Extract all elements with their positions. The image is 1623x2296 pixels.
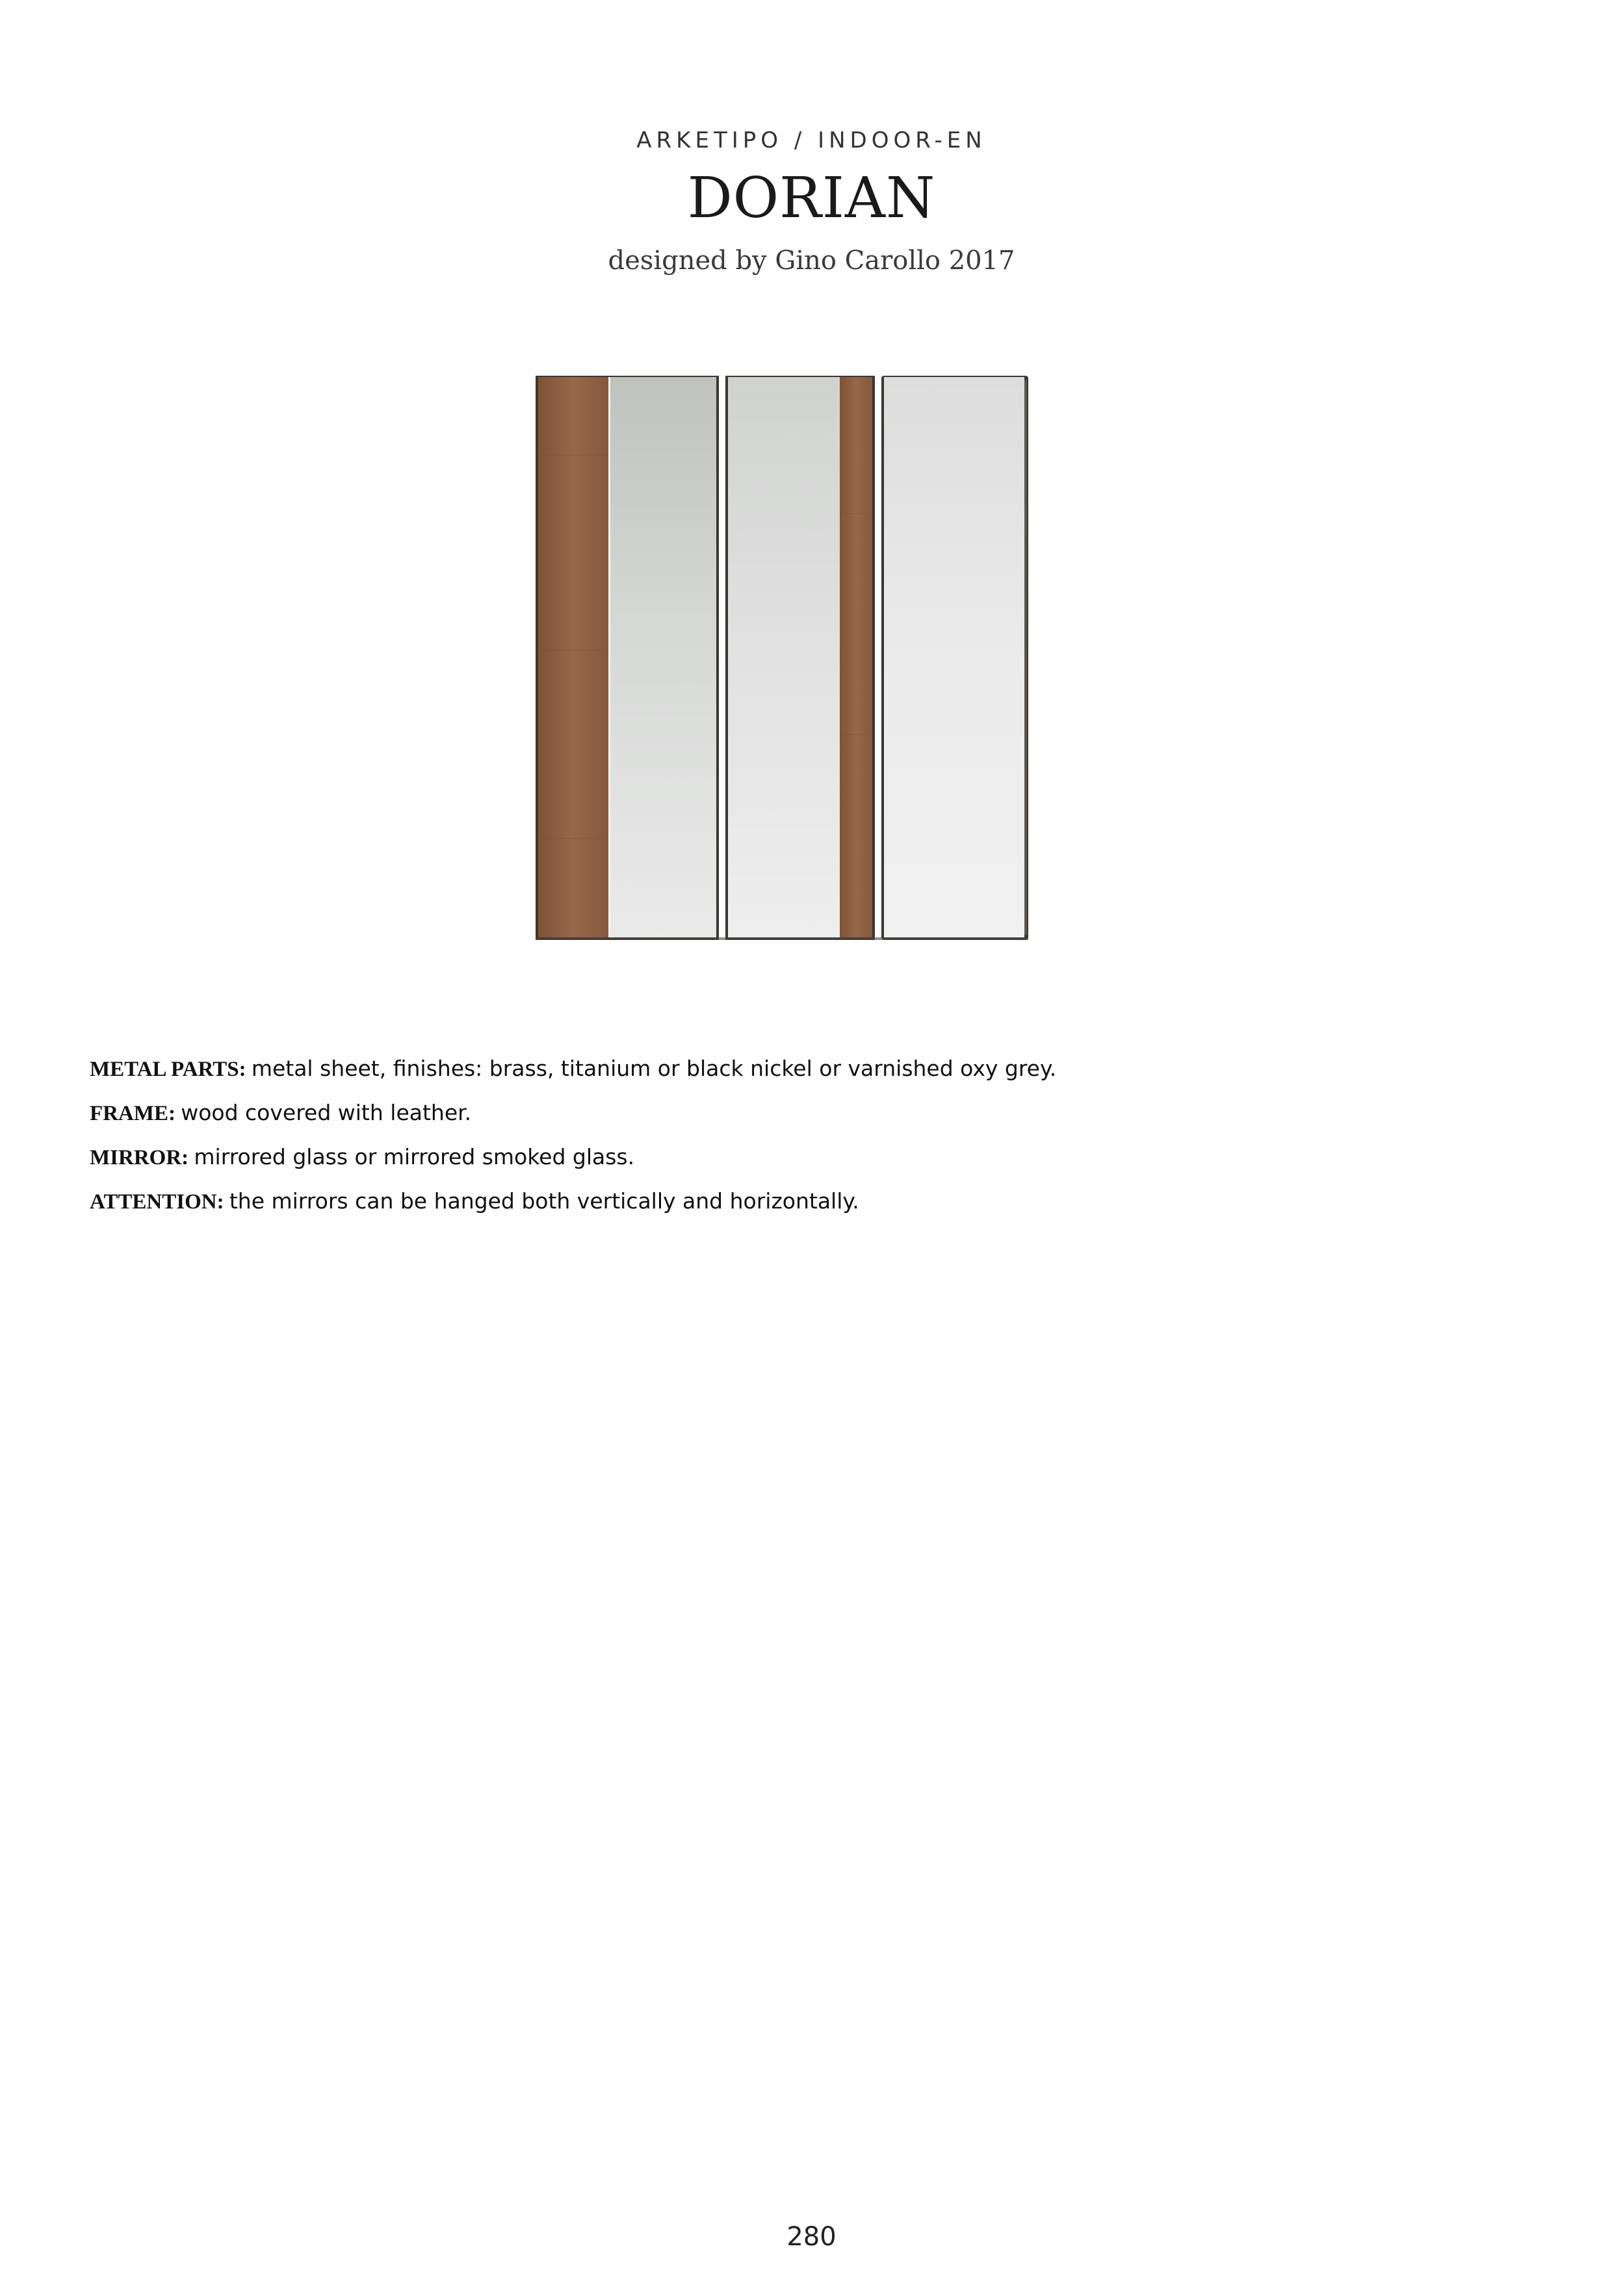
spec-text: wood covered with leather.: [181, 1100, 472, 1125]
designer-credit: designed by Gino Carollo 2017: [608, 246, 1015, 276]
spec-text: the mirrors can be hanged both vertically and horizontally.: [229, 1188, 859, 1214]
brand-category-kicker: ARKETIPO / INDOOR-EN: [636, 127, 987, 153]
spec-label: MIRROR:: [90, 1146, 194, 1169]
spec-row-mirror: [90, 1144, 1520, 1188]
panel-left: [536, 376, 719, 940]
mirror-panels-image: [536, 371, 1095, 943]
spec-label: FRAME:: [90, 1102, 181, 1125]
page-number: 280: [786, 2222, 837, 2252]
panel-right: [881, 376, 1028, 940]
spec-label: METAL PARTS:: [90, 1058, 252, 1081]
spec-label: ATTENTION:: [90, 1190, 229, 1214]
panel-middle: [725, 376, 875, 940]
spec-list: [90, 1056, 1520, 1233]
spec-row-metal-parts: [90, 1056, 1520, 1100]
product-title: DORIAN: [687, 166, 936, 231]
spec-text: metal sheet, finishes: brass, titanium or black nickel or varnished oxy grey.: [251, 1056, 1057, 1081]
spec-row-attention: [90, 1188, 1520, 1233]
spec-text: mirrored glass or mirrored smoked glass.: [194, 1144, 635, 1169]
spec-row-frame: [90, 1100, 1520, 1144]
